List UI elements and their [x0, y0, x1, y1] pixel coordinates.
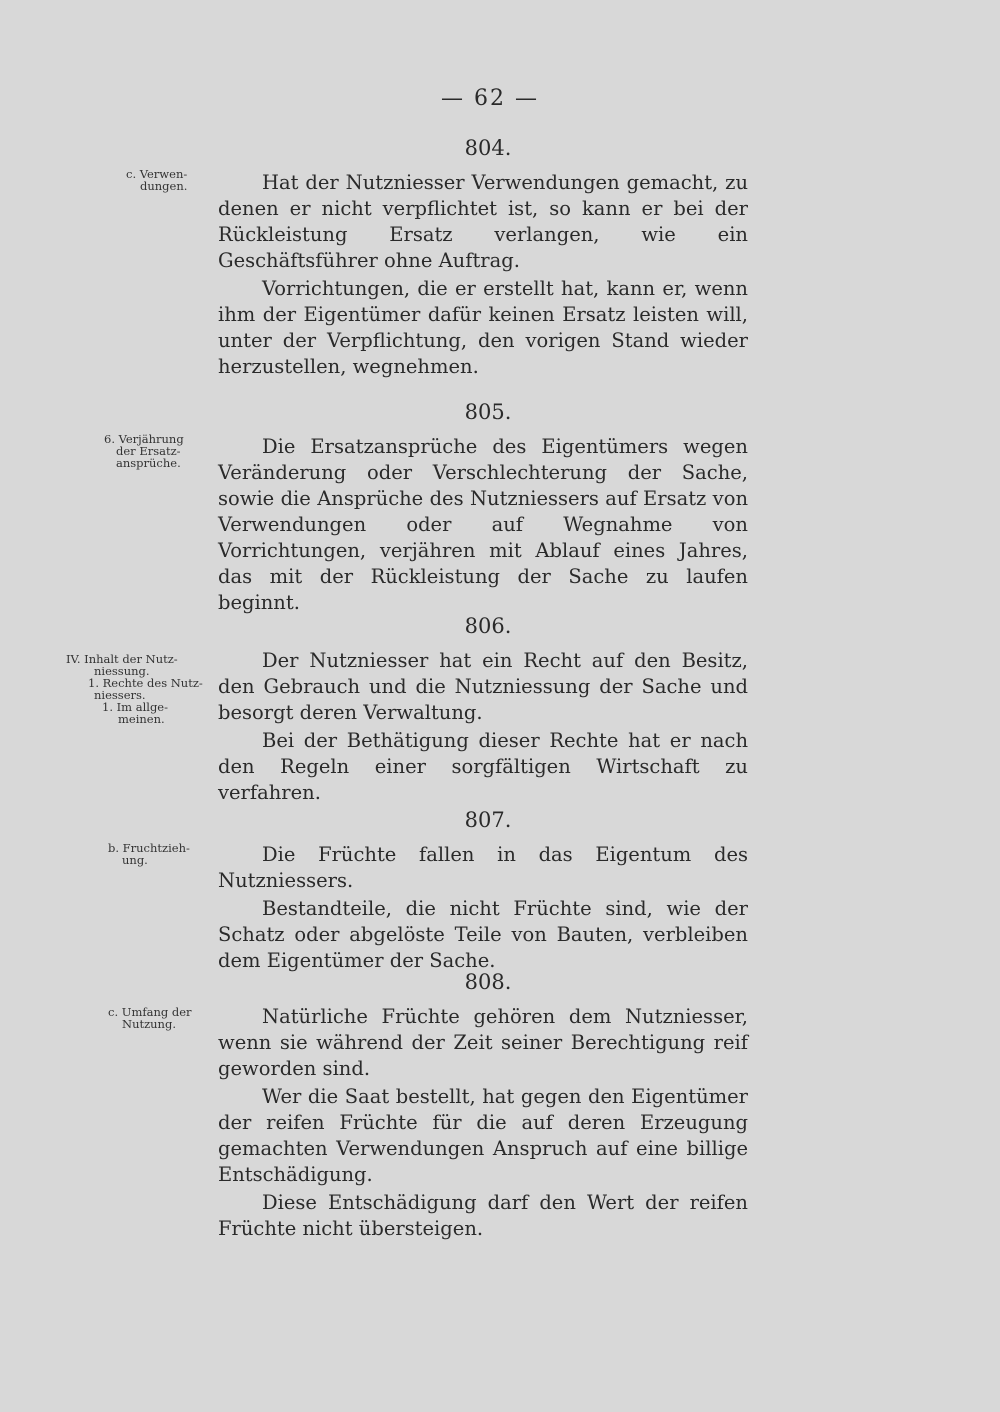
margin-note-line: IV. Inhalt der Nutz- [66, 652, 178, 666]
margin-note-line: 1. Rechte des Nutz- [88, 676, 203, 690]
margin-note-line: niessung. [94, 664, 150, 678]
paragraph: Diese Entschädigung darf den Wert der reifen Früchte nicht übersteigen. [218, 1191, 748, 1240]
margin-note-verjaehrung [104, 433, 202, 469]
margin-note-line: niessers. [94, 688, 146, 702]
section-number: 807. [464, 808, 512, 832]
margin-note-line: 1. Im allge- [102, 700, 168, 714]
paragraph: Bestandteile, die nicht Früchte sind, wie der Schatz oder abgelöste Teile von Bauten, verbleiben dem Eigentümer der Sache. [218, 897, 748, 972]
paragraph: Bei der Bethätigung dieser Rechte hat er nach den Regeln einer sorgfältigen Wirtschaft zu verfahren. [218, 729, 748, 804]
margin-note-line: 6. Verjährung [104, 432, 184, 446]
section-808 [218, 970, 748, 1244]
section-number: 808. [464, 970, 512, 994]
paragraph: Der Nutzniesser hat ein Recht auf den Besitz, den Gebrauch und die Nutzniessung der Sache und besorgt deren Verwaltung. [218, 649, 748, 724]
section-number: 805. [464, 400, 512, 424]
paragraph: Hat der Nutzniesser Verwendungen gemacht, zu denen er nicht verpflichtet ist, so kann er bei der Rückleistung Ersatz verlangen, wie ein Geschäftsführer ohne Auftrag. [218, 171, 748, 272]
margin-note-line: meinen. [118, 712, 165, 726]
margin-note-inhalt-nutzniessung [66, 653, 216, 725]
paragraph: Die Früchte fallen in das Eigentum des Nutzniessers. [218, 843, 748, 892]
paragraph: Vorrichtungen, die er erstellt hat, kann er, wenn ihm der Eigentümer dafür keinen Ersatz leisten will, unter der Verpflichtung, den vorigen Stand wieder herzustellen, wegnehmen. [218, 277, 748, 378]
margin-note-line: c. Umfang der [108, 1005, 192, 1019]
section-number: 804. [464, 136, 512, 160]
margin-note-line: c. Verwen- [126, 167, 188, 181]
section-806 [218, 614, 748, 808]
margin-note-line: ansprüche. [116, 456, 181, 470]
margin-note-line: ung. [122, 853, 148, 867]
margin-note-umfang-nutzung [108, 1006, 206, 1030]
paragraph: Die Ersatzansprüche des Eigentümers wegen Veränderung oder Verschlechterung der Sache, sowie die Ansprüche des Nutzniessers auf Ersatz von Verwendungen oder auf Wegnahme von Vorrichtungen, verjähren mit Ablauf eines Jahres, das mit der Rückleistung der Sache zu laufen beginnt. [218, 435, 748, 614]
margin-note-line: der Ersatz- [116, 444, 181, 458]
section-number: 806. [464, 614, 512, 638]
margin-note-line: b. Fruchtzieh- [108, 841, 190, 855]
section-807 [218, 808, 748, 976]
margin-note-verwendungen [118, 168, 200, 192]
section-804 [218, 136, 748, 382]
margin-note-line: Nutzung. [122, 1017, 176, 1031]
margin-note-fruchtziehung [108, 842, 204, 866]
paragraph: Natürliche Früchte gehören dem Nutzniesser, wenn sie während der Zeit seiner Berechtigung reif geworden sind. [218, 1005, 748, 1080]
paragraph: Wer die Saat bestellt, hat gegen den Eigentümer der reifen Früchte für die auf deren Erzeugung gemachten Verwendungen Anspruch auf eine billige Entschädigung. [218, 1085, 748, 1186]
page-number: — 62 — [441, 86, 539, 111]
section-805 [218, 400, 748, 618]
margin-note-line: dungen. [140, 179, 188, 193]
